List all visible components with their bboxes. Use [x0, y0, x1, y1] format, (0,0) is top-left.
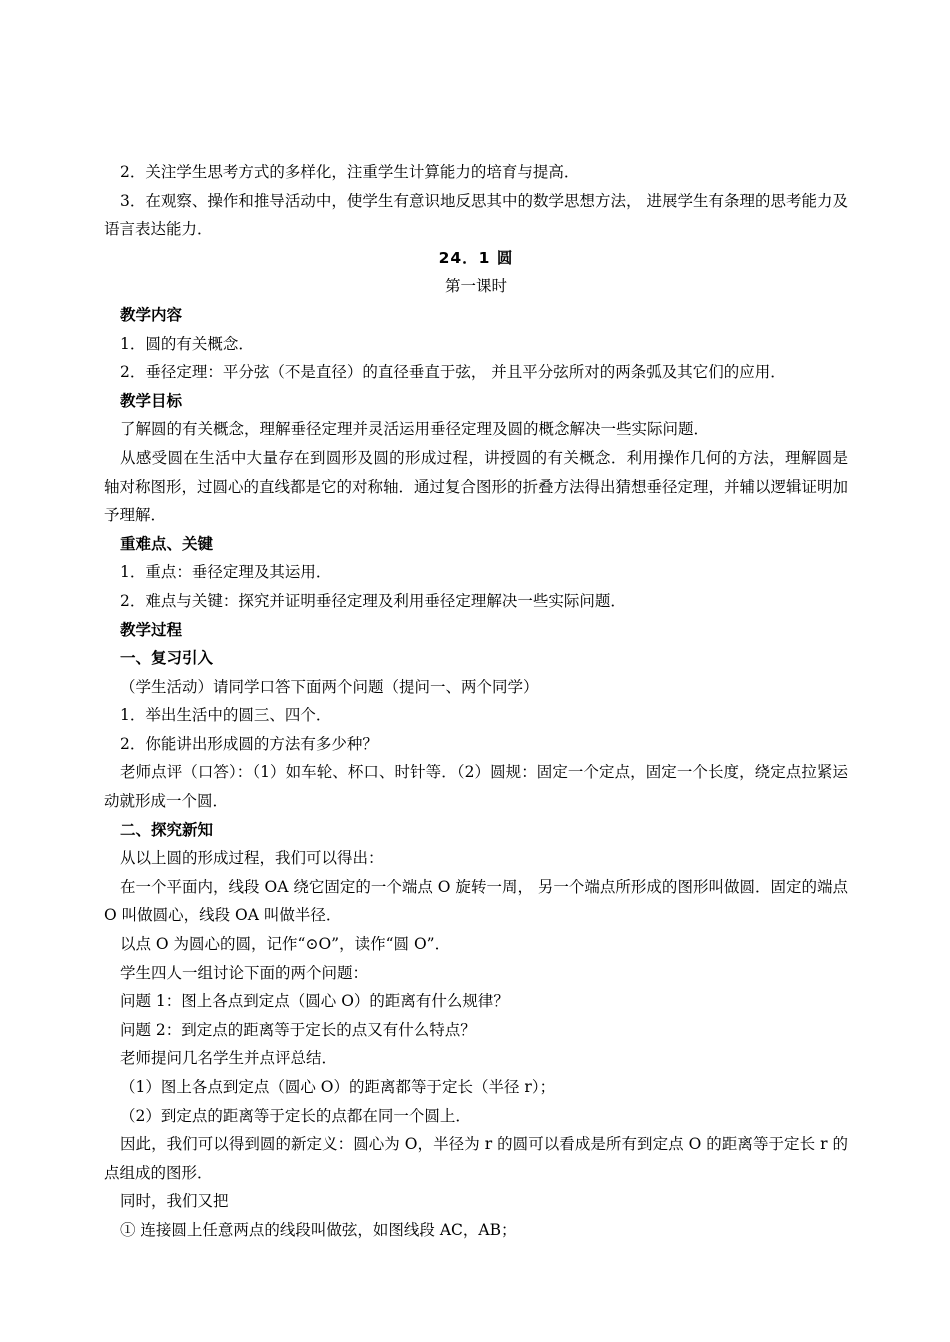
- paragraph: 了解圆的有关概念，理解垂径定理并灵活运用垂径定理及圆的概念解决一些实际问题．: [120, 420, 710, 439]
- paragraph: 2．垂径定理：平分弦（不是直径）的直径垂直于弦， 并且平分弦所对的两条弧及其它们的应用．: [120, 363, 786, 382]
- paragraph: 3．在观察、操作和推导活动中，使学生有意识地反思其中的数学思想方法， 进展学生有条理的思考能力及语言表达能力．: [104, 191, 848, 239]
- paragraph: 1．圆的有关概念．: [120, 334, 254, 353]
- paragraph: （2）到定点的距离等于定长的点都在同一个圆上．: [120, 1106, 471, 1125]
- paragraph: 从感受圆在生活中大量存在到圆形及圆的形成过程，讲授圆的有关概念．利用操作几何的方法，理解圆是轴对称图形，过圆心的直线都是它的对称轴．通过复合图形的折叠方法得出猜想垂径定理，并辅以逻辑证明加予理解．: [104, 448, 849, 525]
- paragraph: 因此，我们可以得到圆的新定义：圆心为 O，半径为 r 的圆可以看成是所有到定点 O 的距离等于定长 r 的点组成的图形．: [104, 1135, 848, 1182]
- heading-key-points: 重难点、关键: [120, 534, 214, 553]
- paragraph: 从以上圆的形成过程，我们可以得出：: [120, 849, 384, 868]
- heading-review: 一、复习引入: [120, 649, 214, 668]
- paragraph: 老师点评（口答）：（1）如车轮、杯口、时针等．（2）圆规：固定一个定点，固定一个长度，绕定点拉紧运动就形成一个圆．: [104, 763, 848, 811]
- section-title: 24．1 圆: [438, 248, 514, 267]
- paragraph: 问题 1：图上各点到定点（圆心 O）的距离有什么规律？: [120, 992, 509, 1011]
- paragraph: 学生四人一组讨论下面的两个问题：: [120, 963, 369, 982]
- paragraph: （学生活动）请同学口答下面两个问题（提问一、两个同学）: [120, 677, 539, 696]
- paragraph: 2．关注学生思考方式的多样化，注重学生计算能力的培育与提高．: [120, 163, 580, 181]
- paragraph: 以点 O 为圆心的圆，记作“⊙O”，读作“圆 O”．: [120, 935, 451, 954]
- heading-teaching-content: 教学内容: [120, 305, 183, 324]
- paragraph: 2．你能讲出形成圆的方法有多少种？: [120, 734, 378, 753]
- paragraph: 在一个平面内，线段 OA 绕它固定的一个端点 O 旋转一周， 另一个端点所形成的图形叫做圆．固定的端点 O 叫做圆心，线段 OA 叫做半径．: [104, 877, 848, 925]
- paragraph: 2．难点与关键：探究并证明垂径定理及利用垂径定理解决一些实际问题．: [120, 591, 626, 610]
- document-page: [104, 158, 848, 1245]
- paragraph: 同时，我们又把: [120, 1192, 229, 1211]
- lesson-subtitle: 第一课时: [444, 277, 507, 296]
- paragraph: 1．举出生活中的圆三、四个．: [120, 706, 332, 725]
- paragraph: （1）图上各点到定点（圆心 O）的距离都等于定长（半径 r）；: [120, 1078, 556, 1096]
- paragraph: ① 连接圆上任意两点的线段叫做弦，如图线段 AC，AB；: [120, 1220, 517, 1239]
- paragraph: 老师提问几名学生并点评总结．: [120, 1049, 338, 1068]
- heading-teaching-process: 教学过程: [120, 620, 183, 639]
- heading-explore: 二、探究新知: [120, 820, 214, 839]
- paragraph: 1．重点：垂径定理及其运用．: [120, 563, 332, 582]
- heading-teaching-goals: 教学目标: [120, 391, 183, 410]
- paragraph: 问题 2：到定点的距离等于定长的点又有什么特点？: [120, 1020, 476, 1039]
